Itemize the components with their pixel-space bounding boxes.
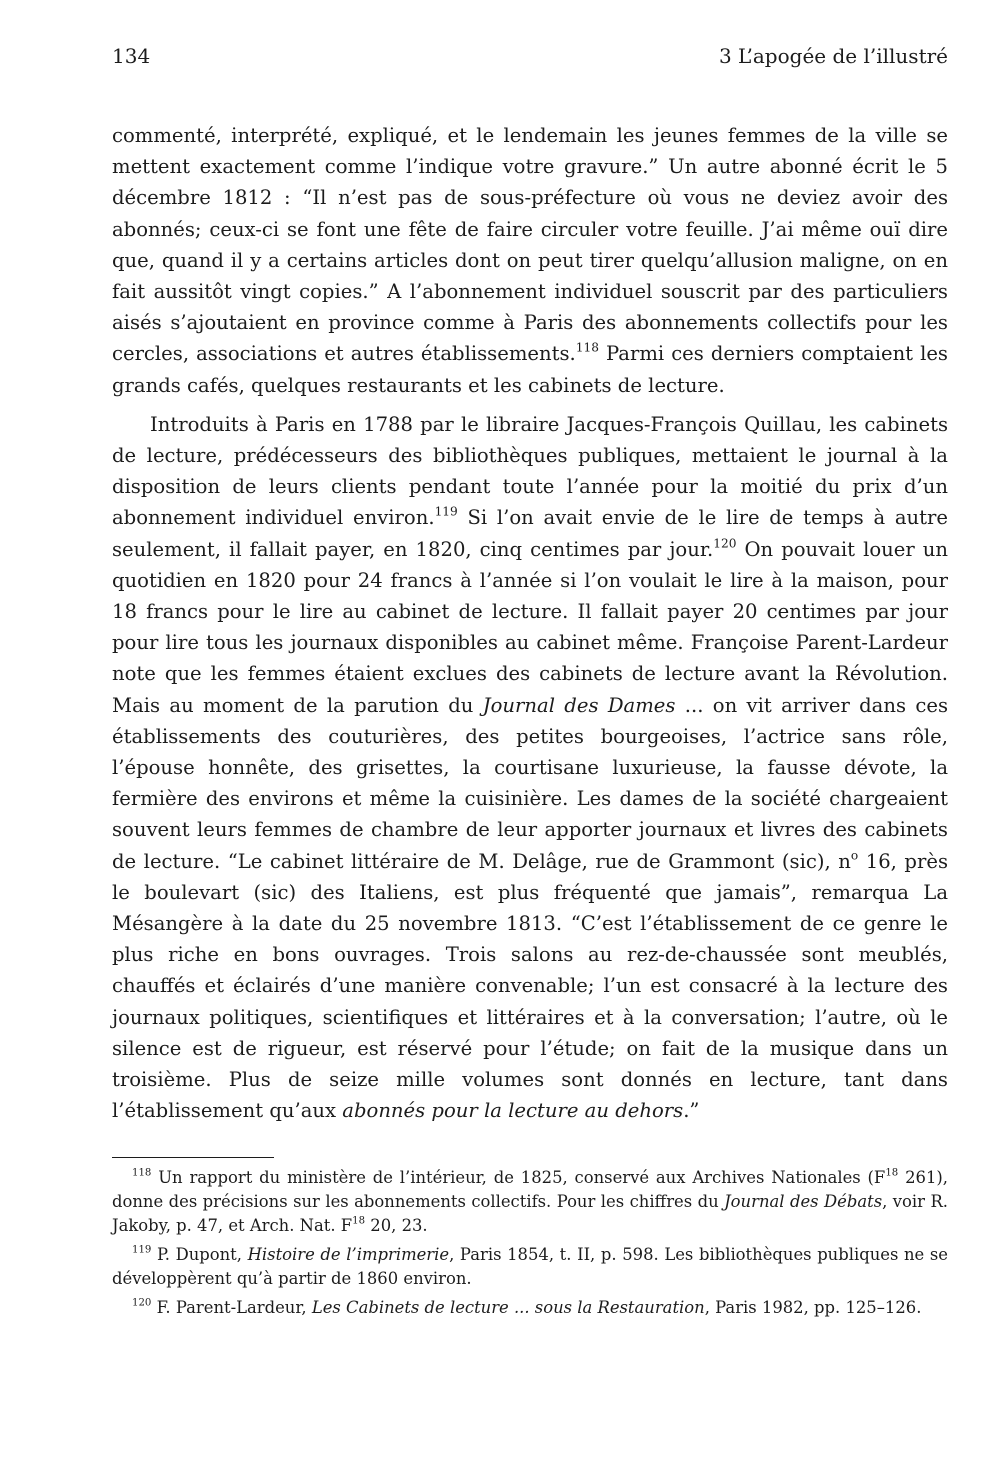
footnote-text: , voir R. Jakoby, p. 47, et Arch. Nat. F [112, 1191, 948, 1235]
footnote-text: , Paris 1982, pp. 125–126. [704, 1297, 922, 1317]
footnote-text: 20, 23. [365, 1215, 428, 1235]
journal-title: Journal des Dames [482, 693, 676, 717]
footnote-number: 120 [132, 1297, 152, 1309]
footnote-number: 119 [132, 1244, 152, 1256]
book-title: Histoire de l’imprimerie [247, 1244, 450, 1264]
footnote-number: 118 [132, 1167, 152, 1179]
text-run: .” [683, 1099, 700, 1123]
footnote-separator [112, 1157, 274, 1158]
text-run: Si l’on avait envie de le lire de temps à autre seulement, il fallait payer, en 1820, cinq centimes par jour. [112, 506, 948, 561]
footnote-ref-118[interactable]: 118 [575, 340, 599, 355]
paragraph-2 [112, 409, 948, 1127]
text-run: 16, près le boulevart (sic) des Italiens, est plus fréquenté que jamais”, remarqua La Mésangère à la date du 25 novembre 1813. “C’est l’établissement de ce genre le plus riche en bons ouvrages. Trois salons au rez-de-chaussée sont meublés, chauffés et éclairés d’une manière convenable; l’un est consacré à la lecture des journaux politiques, scientifiques et littéraires et à la conversation; l’autre, où le silence est de rigueur, est réservé pour l’étude; on fait de la musique dans un troisième. Plus de seize mille volumes sont donnés en lecture, tant dans l’établissement qu’aux [112, 849, 948, 1123]
footnote-text: 261), donne des précisions sur les abonnements collectifs. Pour les chiffres du [112, 1167, 948, 1211]
numero-superscript: o [850, 847, 859, 862]
footnote-text: F. Parent-Lardeur, [151, 1297, 312, 1317]
running-title: 3 L’apogée de l’illustré [718, 44, 948, 68]
main-text [112, 120, 948, 1127]
emphasis-text: abonnés pour la lecture au dehors [342, 1099, 684, 1123]
footnote-text: Un rapport du ministère de l’intérieur, de 1825, conservé aux Archives Nationales (F [151, 1167, 886, 1187]
journal-title: Journal des Débats [724, 1191, 883, 1211]
footnote-ref-120[interactable]: 120 [713, 535, 737, 550]
footnote-text: , Paris 1854, t. II, p. 598. Les bibliothèques publiques ne se développèrent qu’à partir de 1860 environ. [112, 1244, 949, 1288]
book-title: Les Cabinets de lecture ... sous la Restauration [311, 1297, 705, 1317]
text-run: Introduits à Paris en 1788 par le libraire Jacques-François Quillau, les cabinets de lecture, prédécesseurs des bibliothèques publiques, mettaient le journal à la disposition de leurs clients pendant toute l’année pour la moitié du prix d’un abonnement individuel environ. [112, 412, 948, 530]
footnote-119 [112, 1243, 948, 1291]
archive-series-superscript: 18 [352, 1215, 366, 1227]
footnotes [112, 1166, 948, 1320]
paragraph-1 [112, 120, 948, 401]
page-number: 134 [112, 44, 151, 68]
footnote-118 [112, 1166, 948, 1238]
text-run: commenté, interprété, expliqué, et le lendemain les jeunes femmes de la ville se mettent exactement comme l’indique votre gravure.” Un autre abonné écrit le 5 décembre 1812 : “Il n’est pas de sous-préfecture où vous ne deviez avoir des abonnés; ceux-ci se font une fête de faire circuler votre feuille. J’ai même ouï dire que, quand il y a certains articles dont on peut tirer quelqu’allusion maligne, on en fait aussitôt vingt copies.” A l’abonnement individuel souscrit par des particuliers aisés s’ajoutaient en province comme à Paris des abonnements collectifs pour les cercles, associations et autres établissements. [112, 124, 948, 366]
footnote-120 [112, 1296, 948, 1320]
book-page [112, 44, 948, 1325]
text-run: On pouvait louer un quotidien en 1820 pour 24 francs à l’année si l’on voulait le lire à la maison, pour 18 francs pour le lire au cabinet de lecture. Il fallait payer 20 centimes par jour pour lire tous les journaux disponibles au cabinet même. Françoise Parent-Lardeur note que les femmes étaient exclues des cabinets de lecture avant la Révolution. Mais au moment de la parution du [112, 537, 948, 717]
footnote-ref-119[interactable]: 119 [434, 504, 458, 519]
archive-series-superscript: 18 [885, 1167, 899, 1179]
text-run: Parmi ces derniers comptaient les grands cafés, quelques restaurants et les cabinets de lecture. [112, 342, 948, 397]
page-header [112, 44, 948, 78]
footnote-text: P. Dupont, [151, 1244, 248, 1264]
text-run: ... on vit arriver dans ces établissements des couturières, des petites bourgeoises, l’actrice sans rôle, l’épouse honnête, des grisettes, la courtisane luxurieuse, la fausse dévote, la fermière des environs et même la cuisinière. Les dames de la société chargeaient souvent leurs femmes de chambre de leur apporter journaux et livres des cabinets de lecture. “Le cabinet littéraire de M. Delâge, rue de Grammont (sic), n [112, 693, 948, 873]
